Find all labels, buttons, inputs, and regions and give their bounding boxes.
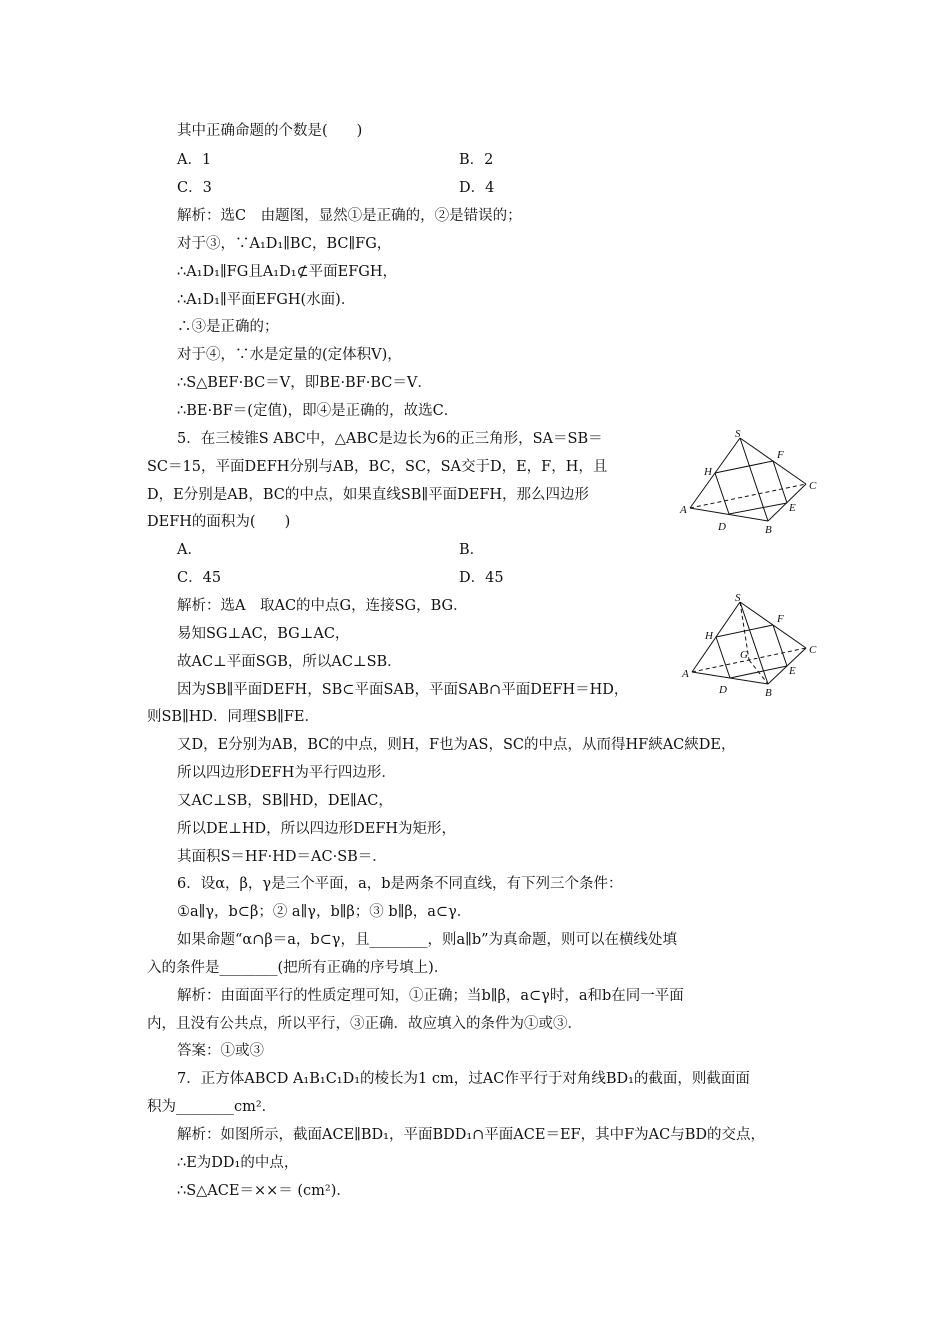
line: ∴E为DD₁的中点， [177,1155,299,1171]
question-5-line: D，E分别是AB，BC的中点，如果直线SB∥平面DEFH，那么四边形 [147,487,590,503]
line: 对于④，∵水是定量的(定体积V)， [177,347,402,363]
choice-c: C．3 [177,180,212,196]
fig1-label-f: F [777,449,784,461]
question-5-line: DEFH的面积为( ) [147,514,291,530]
fig2-label-g: G [740,649,748,661]
line: 故AC⊥平面SGB，所以AC⊥SB． [177,654,402,670]
choice-b: B．2 [459,152,494,168]
question-5-line: SC＝15，平面DEFH分别与AB，BC，SC，SA交于D，E，F，H，且 [147,459,608,475]
fig1-label-a: A [680,504,687,516]
line: 其中正确命题的个数是( ) [177,123,363,139]
choice-d: D．4 [459,180,495,196]
line: 积为________cm²． [147,1099,277,1115]
fig1-label-e: E [789,502,796,514]
question-6-line: 6．设α，β，γ是三个平面，a，b是两条不同直线，有下列三个条件： [177,876,623,892]
line: 解析：如图所示，截面ACE∥BD₁，平面BDD₁∩平面ACE＝EF，其中F为AC与BD的交点， [177,1127,766,1143]
line: 因为SB∥平面DEFH，SB⊂平面SAB，平面SAB∩平面DEFH＝HD， [177,682,629,698]
fig2-label-c: C [809,644,817,656]
line: 所以四边形DEFH为平行四边形． [177,765,396,781]
tetrahedron-figure-2 [680,592,826,698]
line: 入的条件是________(把所有正确的序号填上)． [147,960,449,976]
line: ∴S△BEF·BC＝V，即BE·BF·BC＝V． [177,375,432,391]
fig2-label-s: S [735,592,741,604]
line: ∴③是正确的； [177,319,279,335]
fig2-label-h: H [705,630,713,642]
tetrahedron-figure-1 [678,428,826,536]
line: 易知SG⊥AC，BG⊥AC， [177,626,350,642]
line: 又D，E分别为AB，BC的中点，则H，F也为AS，SC的中点，从而得HF綊AC綊DE， [177,737,736,753]
line: 解析：选A 取AC的中点G，连接SG，BG． [177,598,468,614]
fig1-label-s: S [735,428,741,440]
choice-d: D．45 [459,570,504,586]
line: 则SB∥HD．同理SB∥FE． [147,709,319,725]
fig2-label-e: E [789,665,796,677]
line: ∴S△ACE＝××＝ (cm²)． [177,1183,351,1199]
answer-line: 答案：①或③ [177,1043,264,1059]
line: 其面积S＝HF·HD＝AC·SB＝． [177,849,387,865]
fig1-label-c: C [809,480,817,492]
line: ∴A₁D₁∥FG且A₁D₁⊄平面EFGH， [177,264,398,280]
line: 又AC⊥SB，SB∥HD，DE∥AC， [177,793,393,809]
fig1-label-b: B [765,524,772,536]
choice-a: A． [177,542,202,558]
fig2-label-d: D [719,684,727,696]
fig2-label-b: B [765,687,772,698]
line: 解析：由面面平行的性质定理可知，①正确；当b∥β，a⊂γ时，a和b在同一平面 [177,988,684,1004]
line: 解析：选C 由题图，显然①是正确的，②是错误的； [177,208,522,224]
fig1-label-d: D [718,521,726,533]
line: 如果命题“α∩β＝a，b⊂γ，且________，则a∥b”为真命题，则可以在横线处填 [177,932,678,948]
line: ①a∥γ，b⊂β；② a∥γ，b∥β；③ b∥β，a⊂γ． [177,904,472,920]
choice-b: B． [459,542,485,558]
line: 内，且没有公共点，所以平行，③正确．故应填入的条件为①或③． [147,1016,582,1032]
line: 对于③，∵A₁D₁∥BC，BC∥FG， [177,236,392,252]
question-5-line: 5．在三棱锥S ABC中，△ABC是边长为6的正三角形，SA＝SB＝ [177,431,603,447]
fig2-label-a: A [682,668,689,680]
question-7-line: 7．正方体ABCD A₁B₁C₁D₁的棱长为1 cm，过AC作平行于对角线BD₁的截面，则截面面 [177,1071,750,1087]
choice-c: C．45 [177,570,222,586]
choice-a: A．1 [177,152,212,168]
fig1-label-h: H [704,466,712,478]
fig2-label-f: F [777,613,784,625]
line: ∴BE·BF＝(定值)，即④是正确的，故选C． [177,403,459,419]
line: ∴A₁D₁∥平面EFGH(水面)． [177,292,356,308]
line: 所以DE⊥HD，所以四边形DEFH为矩形， [177,821,457,837]
